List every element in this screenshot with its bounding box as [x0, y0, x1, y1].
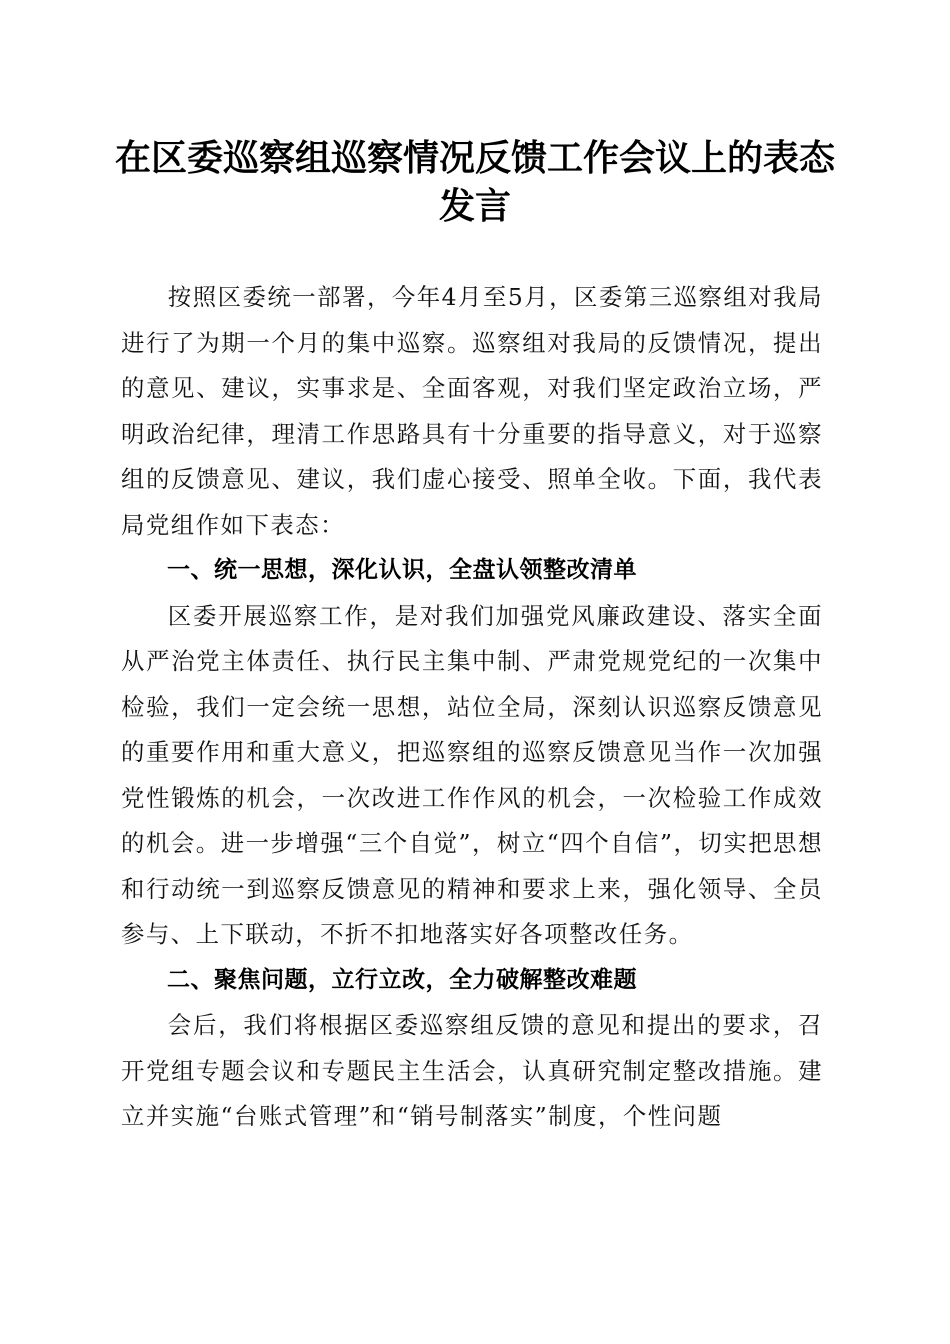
document-body [121, 275, 823, 1140]
section-heading-1: 一、统一思想，深化认识，全盘认领整改清单 [167, 557, 637, 583]
section-heading-2: 二、聚焦问题，立行立改，全力破解整改难题 [167, 966, 637, 993]
title-line-1: 在区委巡察组巡察情况反馈工作会议上的表态 [114, 137, 835, 179]
section-paragraph-2: 会后，我们将根据区委巡察组反馈的意见和提出的要求，召开党组专题会议和专题民主生活会，认真研究制定整改措施。建立并实施“台账式管理”和“销号制落实”制度，个性问题 [121, 1011, 823, 1130]
document-title [100, 134, 850, 230]
section-paragraph-1: 区委开展巡察工作，是对我们加强党风廉政建设、落实全面从严治党主体责任、执行民主集中制、严肃党规党纪的一次集中检验，我们一定会统一思想，站位全局，深刻认识巡察反馈意见的重要作用和重大意义，把巡察组的巡察反馈意见当作一次加强党性锻炼的机会，一次改进工作作风的机会，一次检验工作成效的机会。进一步增强“三个自觉”，树立“四个自信”，切实把思想和行动统一到巡察反馈意见的精神和要求上来，强化领导、全员参与、上下联动，不折不扣地落实好各项整改任务。 [121, 601, 823, 948]
intro-paragraph: 按照区委统一部署，今年4月至5月，区委第三巡察组对我局进行了为期一个月的集中巡察。巡察组对我局的反馈情况，提出的意见、建议，实事求是、全面客观，对我们坚定政治立场，严明政治纪律，理清工作思路具有十分重要的指导意义，对于巡察组的反馈意见、建议，我们虚心接受、照单全收。下面，我代表局党组作如下表态： [121, 283, 823, 539]
title-line-2: 发言 [438, 185, 511, 227]
